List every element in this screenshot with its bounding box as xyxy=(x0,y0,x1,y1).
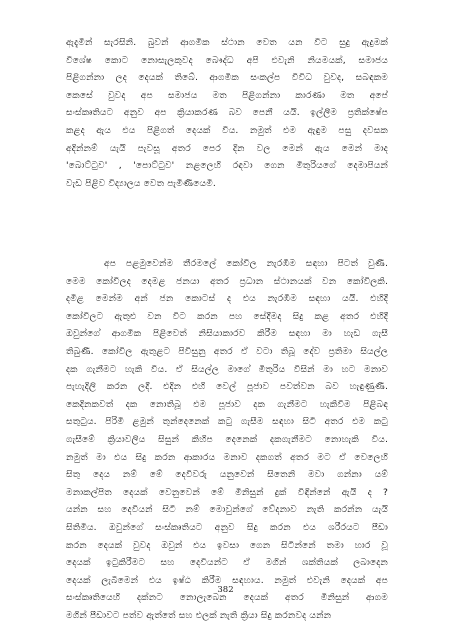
text-line: පැහැදිලි කරන ලදී. එදින එහි වෙල් පූජාව පවත්වන බව හැඳුණුණි. xyxy=(66,381,388,393)
text-line: නමුත් මා එය සිදු කරන ආකාරය මනාව දකගත් අතර මට ඒ වෙලෙහි xyxy=(66,451,388,463)
text-line: තිබුණි. කෝවිල ඇතුළට පිවිසුනු අතර ඒ වටා තිබූ දේව ප්‍රතිමා සියල්ල xyxy=(66,345,388,357)
text-line: ඇදැමීන් සැරසිනි. බුවන් ආගමික ස්ථාන වෙත යන විට සුදු ඇදුමක් xyxy=(66,37,388,48)
text-line: දමිළ මෙන්ම අන් ජන කොටස් ද එය නැරඹීම සඳහා යයි. එහිදී xyxy=(66,293,388,305)
text-line: සංස්කෘතියෙහි දක්නට නොලැබෙන දෙයක් අතර මිනිසුන් ආගම xyxy=(66,592,388,604)
text-line: කළද ඇය එය පිළිගත් දෙයක් විය. නමුත් එම ඇඳුම පසු දවසක xyxy=(66,124,388,136)
text-line: විශේෂ කොට නොසැලකුවද බෞද්ධ අපි එවැනි නියමයක්, සමාජය xyxy=(66,54,388,66)
text-line: අදින්නම් යැයි පැවසූ අතර පෙර දින වල මෙන් ඇය මෙන් මාද xyxy=(66,142,388,154)
text-line: දක ගැනීමට හැකි විය. ඒ සියල්ල මාගේ මිතුරිය විසින් මා හට මනාව xyxy=(66,363,388,375)
text-line: ඔවුන්ගේ ආගමික පිළිවෙත් නිසියාකාරව කිරීම සඳහා මා හැඩ ගැසී xyxy=(66,328,388,340)
text-line: යන්න සහ දෙවියන් සිටී නම් මොවුන්ගේ වේදනාව නැති කරන්න යැයි xyxy=(66,504,388,516)
text-line: කෝවිලට ඇතුළු වන විට කරන පහ සේදීමද සිදු කළ අතර එහිදී xyxy=(66,310,388,322)
text-line: මෙම කෝවිලද දෙමළ ජනයා අතර ප්‍රධාන ස්ථානයක් වන කෝවිලකි. xyxy=(66,275,388,287)
paragraph-2 xyxy=(66,255,388,624)
text-line: අප පළමුවෙන්ම තීරමලේ කෝවිල නැරඹීම සඳහා පිටත් වුණි. xyxy=(104,258,388,269)
text-line: වැඩ පිළිව විද්‍යාලය වෙත පැමිණියෙමි. xyxy=(66,177,216,189)
text-line: ගැසීමේ ක්‍රියාවලිය සිසුන් කිහිප දෙනෙක් දකගැනීමට නොහැකි විය. xyxy=(66,433,388,445)
text-line: කෙසේ වුවද අප සමාජය මත පිළිගන්නා කාරණා මත අපේ xyxy=(66,89,388,101)
text-line: සිතු දෙය නම් මේ දෙවිවරු යනුවෙන් සිතෙනි මවා ගන්නා යම් xyxy=(66,469,388,481)
text-line: සතුටුය. පිරිමි ළමුන් තුන්දෙනෙක් කටු ගැසීම සඳහා සිටි අතර එම කටු xyxy=(66,416,388,428)
page-number: 382 xyxy=(217,585,234,595)
text-line: සංස්කෘතියට අනුව අප ක්‍රියාකරණ බව පෙනී යයි. ඉල්ලීම ප්‍රතික්ෂේප xyxy=(66,107,388,119)
text-line: 'බොට්ටුව' , 'පොට්ටුව' නළලෙහි රඳවා ගෙන මිතුරියගේ දෙමාපියන් xyxy=(66,160,388,172)
text-line: මගින් පීඩාවට පත්ව ඇත්තේ සහ එලක් නැති ක්‍රියා සිදු කරනවද යන්න xyxy=(66,609,332,621)
text-line: මනාකල්පිත දෙයක් වෙනුවෙන් මේ මිනිසුන් දුක් විඳින්නේ ඇයි ද ? xyxy=(66,486,388,498)
text-line: කරන දෙයක් වුවද ඔවුන් එය ඉවසා ගෙන සිටින්නේ තමා හාර වූ xyxy=(66,539,388,551)
text-line: පිළිගන්නා ලද දෙයක් තිබේ. ආගමික සංකල්ප විවිධ වුවද, සබඳකම xyxy=(66,72,388,84)
text-line: සිතිමිය. ඔවුන්ගේ සංස්කෘතියට අනුව සිදු කරන එය ශරීරයට පීඩා xyxy=(66,521,388,533)
paragraph-1 xyxy=(66,34,388,192)
text-line: දෙයක් ඉටුකිරීමට සහ දෙවියන්ට ඒ මගින් ශක්තියක් ලබාදෙන xyxy=(66,557,388,569)
text-line: දෙයක් ලැබීමෙන් එය ඉෂ්ඨ කිරීම සඳහාය. නමුත් එවැනි දෙයක් අප xyxy=(66,574,388,586)
text-line: කෙදිනකවත් දක නොතිබූ එම පූජාව දක ගැනීමට හැකිවීම පිළිබඳ xyxy=(66,398,388,410)
